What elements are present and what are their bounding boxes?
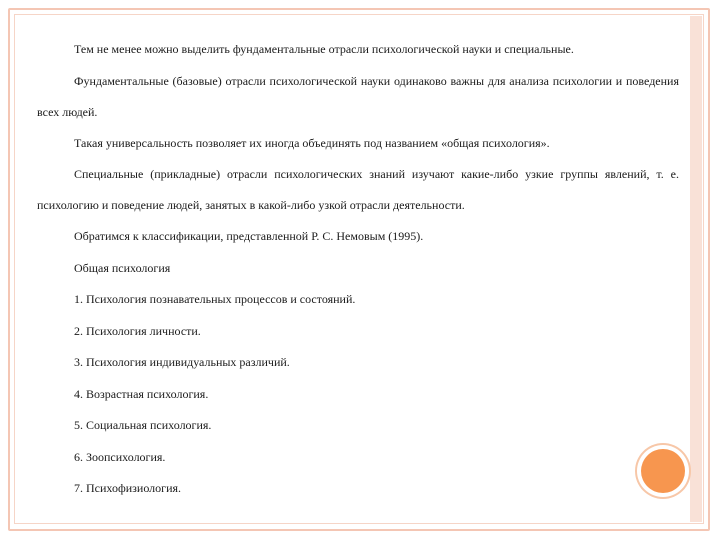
slide-text-block [37,34,679,505]
list-item-7: 7. Психофизиология. [74,481,182,495]
paragraph-5: Обратимся к классификации, представленной Р. С. Немовым (1995). [74,229,424,243]
decorative-circle-icon [641,449,685,493]
paragraph-1: Тем не менее можно выделить фундаментальные отрасли психологической науки и специальные. [74,42,574,56]
paragraph-4: Специальные (прикладные) отрасли психологических знаний изучают какие-либо узкие группы явлений, т. е. психологию и поведение людей, занятых в какой-либо узкой отрасли деятельности. [37,167,679,212]
paragraph-3: Такая универсальность позволяет их иногда объединять под названием «общая психология». [74,135,550,150]
section-heading: Общая психология [74,260,171,275]
paragraph-2: Фундаментальные (базовые) отрасли психологической науки одинаково важны для анализа психологии и поведения всех людей. [37,73,679,119]
list-item-6: 6. Зоопсихология. [74,449,166,464]
list-item-1: 1. Психология познавательных процессов и состояний. [74,292,356,306]
list-item-2: 2. Психология личности. [74,323,201,338]
list-item-4: 4. Возрастная психология. [74,386,209,401]
list-item-5: 5. Социальная психология. [74,418,212,432]
list-item-3: 3. Психология индивидуальных различий. [74,355,290,369]
